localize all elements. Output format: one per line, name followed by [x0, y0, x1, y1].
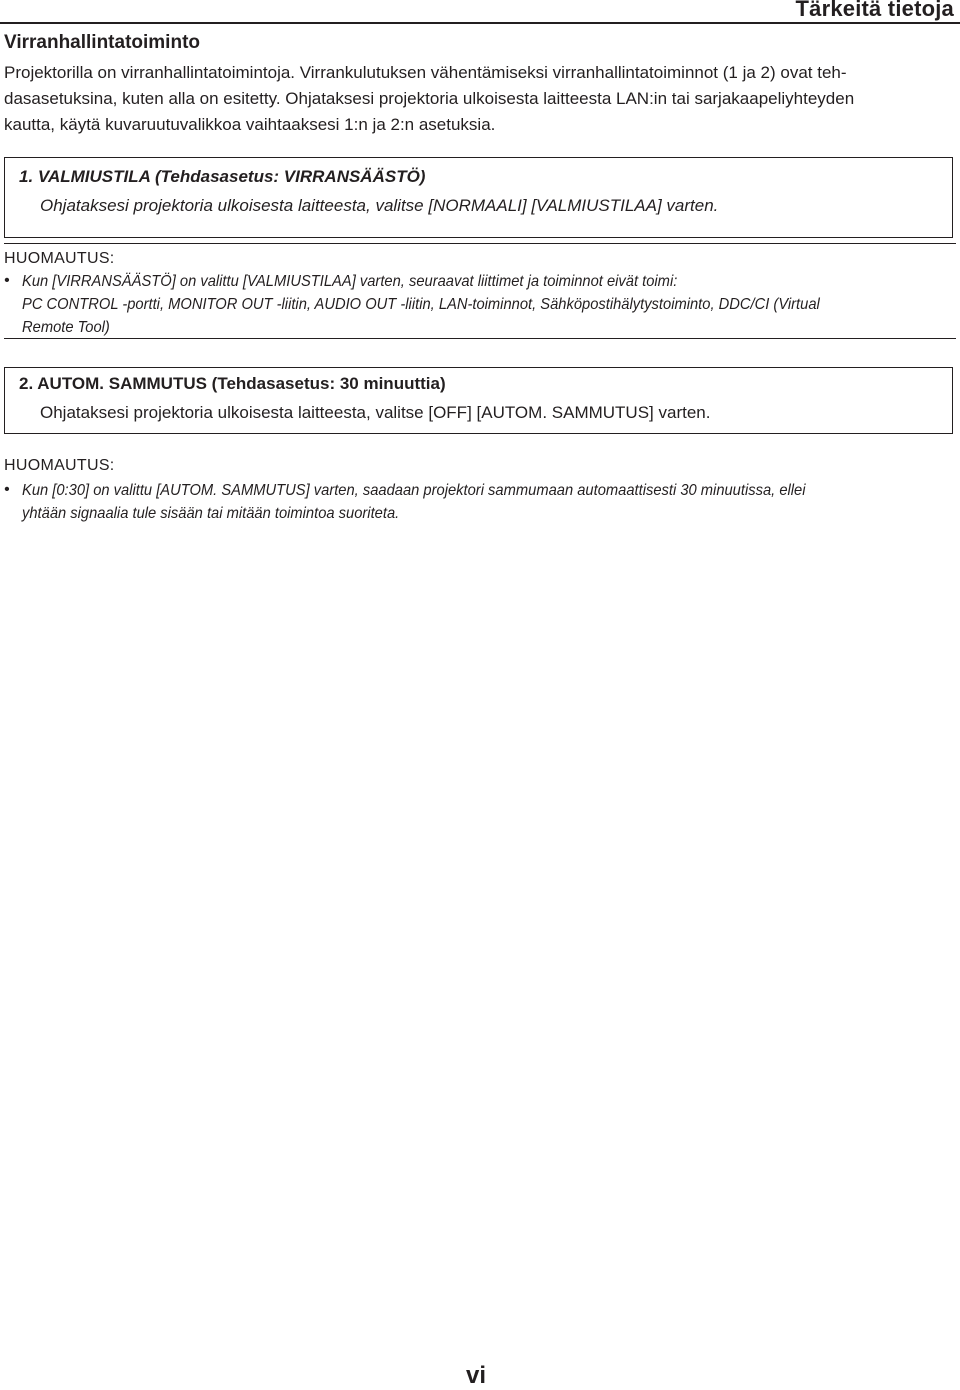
page-number: vi — [466, 1362, 487, 1389]
note-line: PC CONTROL -portti, MONITOR OUT -liitin, AUDIO OUT -liitin, LAN-toiminnot, Sähköpostihälytystoiminto, DDC/CI (Virtual — [22, 296, 820, 313]
note-body — [22, 270, 820, 339]
note-rule — [4, 338, 956, 339]
intro-paragraph — [4, 60, 954, 138]
note-bullet: • — [4, 272, 10, 289]
section-title: Virranhallintatoiminto — [4, 32, 201, 53]
header-title: Tärkeitä tietoja — [795, 0, 954, 21]
note-rule — [4, 243, 956, 244]
auto-power-off-heading: 2. AUTOM. SAMMUTUS (Tehdasasetus: 30 minuuttia) — [19, 374, 446, 393]
note-label: HUOMAUTUS: — [4, 457, 115, 474]
auto-power-off-text: Ohjataksesi projektoria ulkoisesta laitteesta, valitse [OFF] [AUTOM. SAMMUTUS] varten. — [40, 403, 711, 422]
note-line: Kun [VIRRANSÄÄSTÖ] on valittu [VALMIUSTILAA] varten, seuraavat liittimet ja toiminnot eivät toimi: — [22, 273, 678, 290]
note-line: yhtään signaalia tule sisään tai mitään toimintoa suoriteta. — [22, 505, 400, 522]
standby-mode-heading: 1. VALMIUSTILA (Tehdasasetus: VIRRANSÄÄSTÖ) — [19, 167, 426, 186]
note-line: Kun [0:30] on valittu [AUTOM. SAMMUTUS] varten, saadaan projektori sammumaan automaattisesti 30 minuutissa, ellei — [22, 482, 806, 499]
intro-line: Projektorilla on virranhallintatoimintoja. Virrankulutuksen vähentämiseksi virranhallintatoiminnot (1 ja 2) ovat teh- — [4, 63, 847, 82]
standby-mode-box — [4, 157, 953, 238]
intro-line: dasasetuksina, kuten alla on esitetty. Ohjataksesi projektoria ulkoisesta laitteesta LAN:in tai sarjakaapeliyhteyden — [4, 89, 855, 108]
note-label: HUOMAUTUS: — [4, 250, 115, 267]
intro-line: kautta, käytä kuvaruutuvalikkoa vaihtaaksesi 1:n ja 2:n asetuksia. — [4, 115, 496, 134]
note-bullet: • — [4, 481, 10, 498]
note-line: Remote Tool) — [22, 319, 110, 336]
standby-mode-text: Ohjataksesi projektoria ulkoisesta laitteesta, valitse [NORMAALI] [VALMIUSTILAA] varten. — [40, 196, 719, 215]
note-body — [22, 479, 806, 525]
header-rule — [0, 22, 960, 24]
auto-power-off-box — [4, 367, 953, 434]
